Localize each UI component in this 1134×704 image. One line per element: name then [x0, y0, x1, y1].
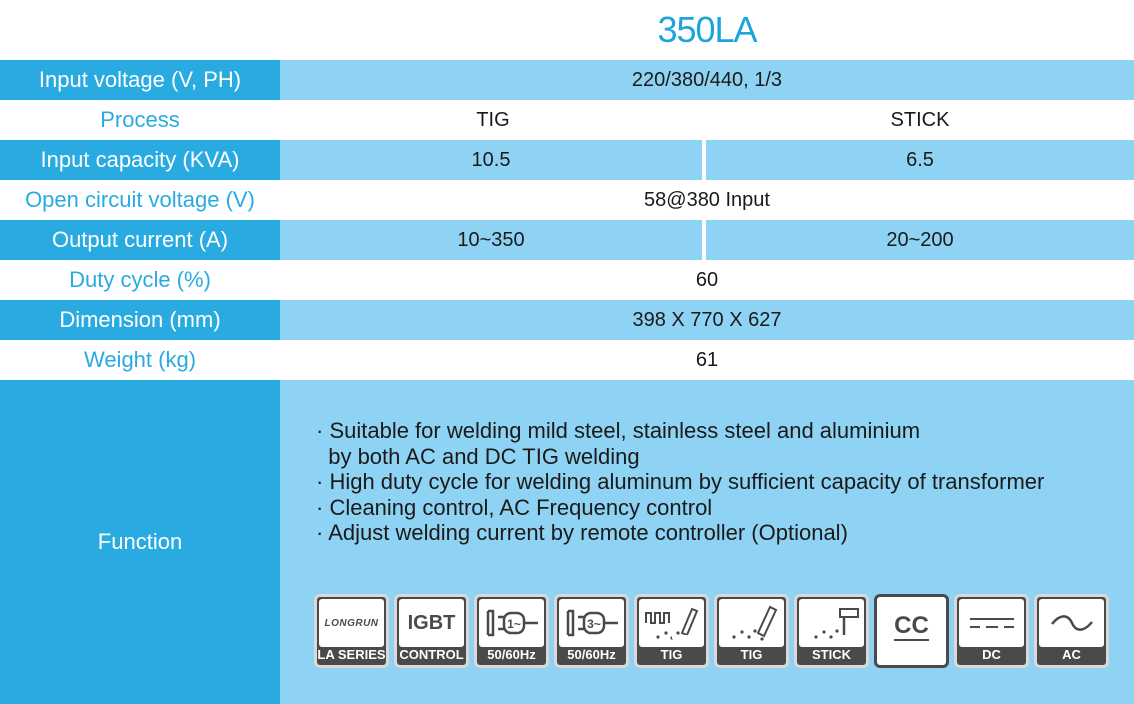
spec-row-duty-cycle — [0, 260, 1134, 300]
icon-caption: STICK — [812, 647, 851, 662]
spec-value-stick: 6.5 — [706, 140, 1134, 180]
function-section — [0, 380, 1134, 704]
spec-label: Dimension (mm) — [0, 300, 280, 340]
spec-row-dimension — [0, 300, 1134, 340]
three-phase-plug-icon — [554, 594, 629, 668]
feature-list — [316, 418, 1044, 546]
spec-row-input-capacity — [0, 140, 1134, 180]
longrun-logo-text: LONGRUN — [324, 617, 379, 629]
feature-line: · Suitable for welding mild steel, stainless steel and aluminium — [316, 418, 921, 443]
function-body — [280, 380, 1134, 704]
tig-torch-icon — [714, 594, 789, 668]
spec-label: Weight (kg) — [0, 340, 280, 380]
dc-symbol-icon — [954, 594, 1029, 668]
pulsed-tig-icon — [634, 594, 709, 668]
stick-electrode-icon — [794, 594, 869, 668]
icon-caption: PULSED TIG — [645, 632, 698, 662]
spec-label: Input capacity (KVA) — [0, 140, 280, 180]
longrun-logo-icon — [314, 594, 389, 668]
spec-row-process — [0, 100, 1134, 140]
spec-value: 398 X 770 X 627 — [280, 300, 1134, 340]
spec-label: Process — [0, 100, 280, 140]
icon-caption: LA SERIES — [317, 647, 386, 662]
feature-line: · Adjust welding current by remote controller (Optional) — [316, 520, 848, 545]
feature-line: · Cleaning control, AC Frequency control — [316, 494, 713, 520]
spec-row-input-voltage — [0, 60, 1134, 100]
spec-label: Duty cycle (%) — [0, 260, 280, 300]
icon-caption: 50/60Hz — [487, 647, 536, 662]
feature-line: · High duty cycle for welding aluminum by sufficient capacity of transformer — [316, 469, 1045, 494]
spec-value-tig: TIG — [280, 100, 706, 140]
phase-label: 1~ — [506, 617, 521, 631]
igbt-icon — [394, 594, 469, 668]
icon-caption: 50/60Hz — [567, 647, 616, 662]
feature-icons — [314, 594, 1109, 668]
spec-value: 58@380 Input — [280, 180, 1134, 220]
spec-value-tig: 10~350 — [280, 220, 706, 260]
feature-line: by both AC and DC TIG welding — [316, 443, 640, 469]
spec-label: Input voltage (V, PH) — [0, 60, 280, 100]
constant-current-icon — [874, 594, 949, 668]
model-title: 350LA — [657, 9, 757, 50]
spec-label: Open circuit voltage (V) — [0, 180, 280, 220]
spec-value-stick: STICK — [706, 100, 1134, 140]
icon-caption: DC — [982, 647, 1001, 662]
igbt-text: IGBT — [407, 611, 456, 634]
cc-text: CC — [894, 612, 929, 639]
spec-value-tig: 10.5 — [280, 140, 706, 180]
phase-label: 3~ — [586, 617, 601, 631]
icon-caption: AC — [1062, 647, 1081, 662]
single-phase-plug-icon — [474, 594, 549, 668]
spec-value: 60 — [280, 260, 1134, 300]
spec-value: 220/380/440, 1/3 — [280, 60, 1134, 100]
ac-symbol-icon — [1034, 594, 1109, 668]
icon-caption: CONTROL — [399, 647, 464, 662]
spec-row-output-current — [0, 220, 1134, 260]
spec-value: 61 — [280, 340, 1134, 380]
icon-caption: TIG — [740, 647, 763, 662]
spec-row-weight — [0, 340, 1134, 380]
spec-value-stick: 20~200 — [706, 220, 1134, 260]
function-label: Function — [0, 380, 280, 704]
spec-label: Output current (A) — [0, 220, 280, 260]
spec-row-open-circuit-voltage — [0, 180, 1134, 220]
